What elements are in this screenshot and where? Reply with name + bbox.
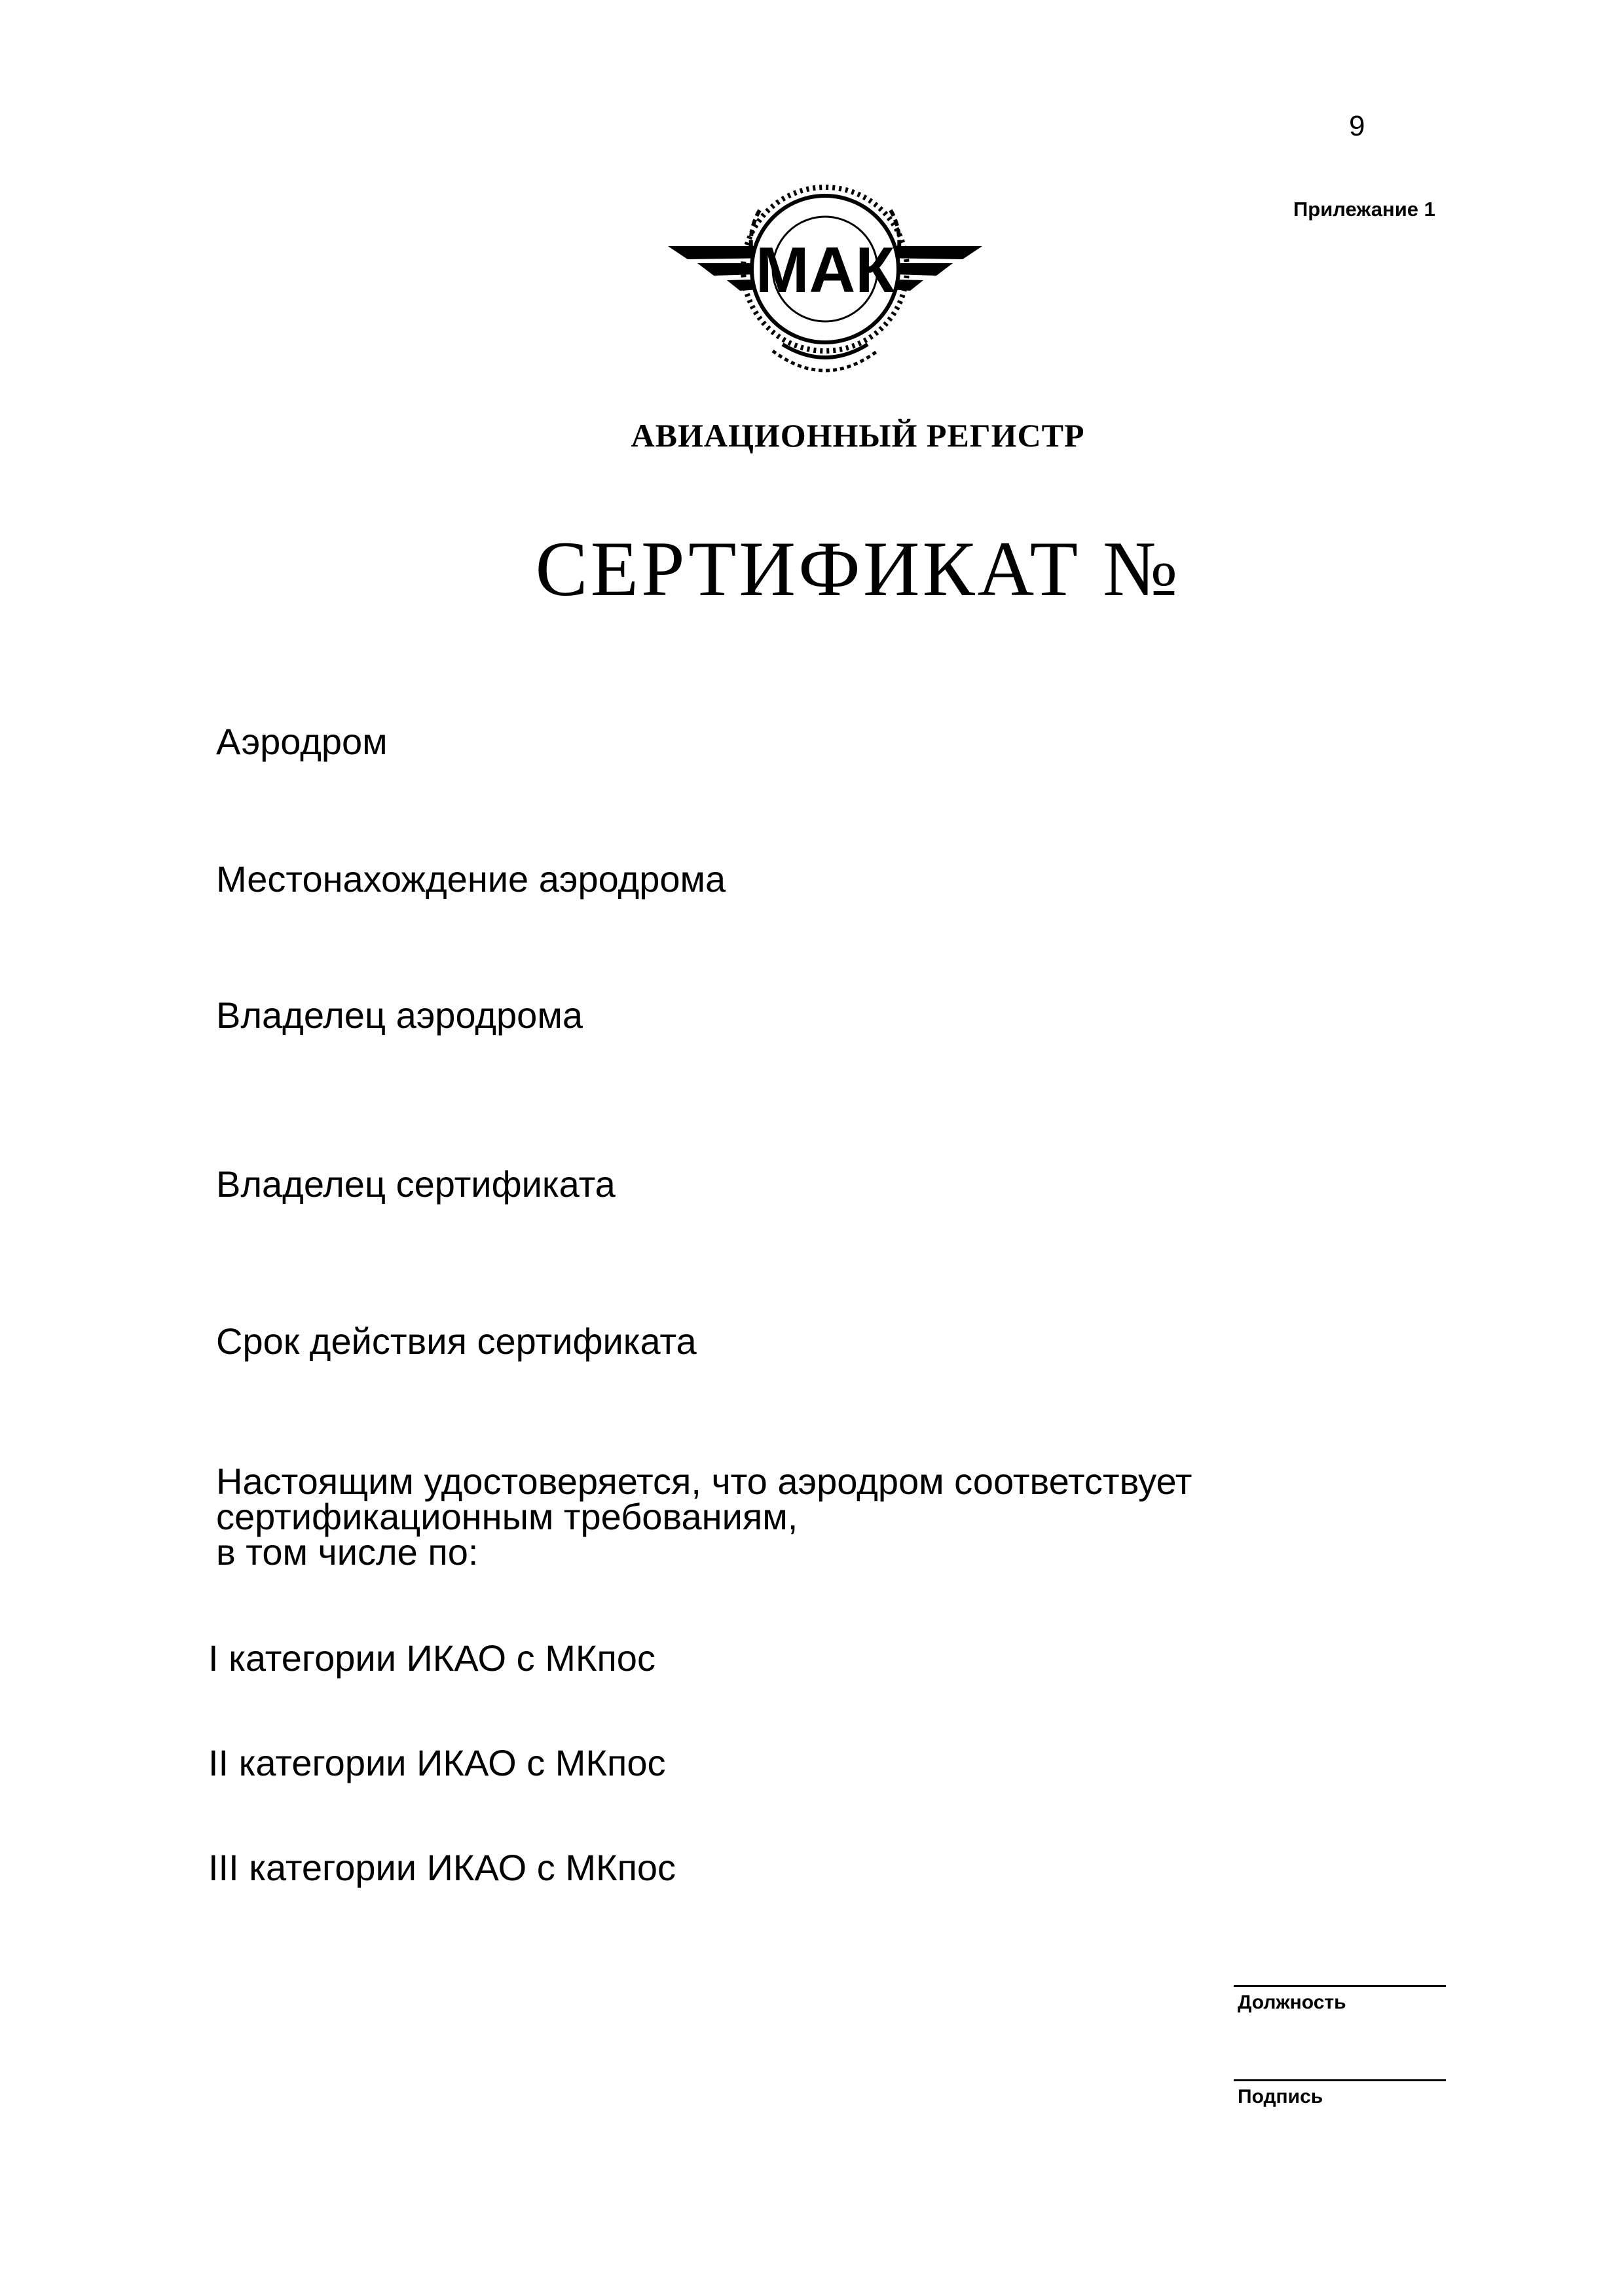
appendix-label: Прилежание 1 bbox=[1293, 198, 1435, 221]
certificate-title: СЕРТИФИКАТ № bbox=[535, 525, 1181, 612]
category-iii: III категории ИКАО с МКпос bbox=[208, 1847, 676, 1888]
statement-line-1: Настоящим удостоверяется, что аэродром соответствует bbox=[216, 1461, 1192, 1502]
svg-text:МАК: МАК bbox=[755, 234, 895, 306]
mak-emblem-icon bbox=[661, 148, 989, 397]
signature-label: Подпись bbox=[1238, 2086, 1323, 2107]
field-location: Местонахождение аэродрома bbox=[216, 858, 726, 900]
field-aerodrome-owner: Владелец аэродрома bbox=[216, 994, 583, 1036]
statement-line-2: сертификационным требованиям, bbox=[216, 1496, 798, 1537]
signature-line bbox=[1234, 2079, 1446, 2081]
category-i: I категории ИКАО с МКпос bbox=[208, 1637, 655, 1679]
registry-title: АВИАЦИОННЫЙ РЕГИСТР bbox=[631, 417, 1085, 454]
statement-line-3: в том числе по: bbox=[216, 1531, 479, 1573]
field-certificate-holder: Владелец сертификата bbox=[216, 1163, 616, 1205]
page-number: 9 bbox=[1349, 110, 1365, 142]
field-validity: Срок действия сертификата bbox=[216, 1321, 697, 1362]
certification-statement bbox=[216, 1461, 1192, 1573]
position-label: Должность bbox=[1238, 1992, 1346, 2013]
field-aerodrome: Аэродром bbox=[216, 721, 388, 762]
category-ii: II категории ИКАО с МКпос bbox=[208, 1742, 666, 1783]
position-line bbox=[1234, 1985, 1446, 1987]
